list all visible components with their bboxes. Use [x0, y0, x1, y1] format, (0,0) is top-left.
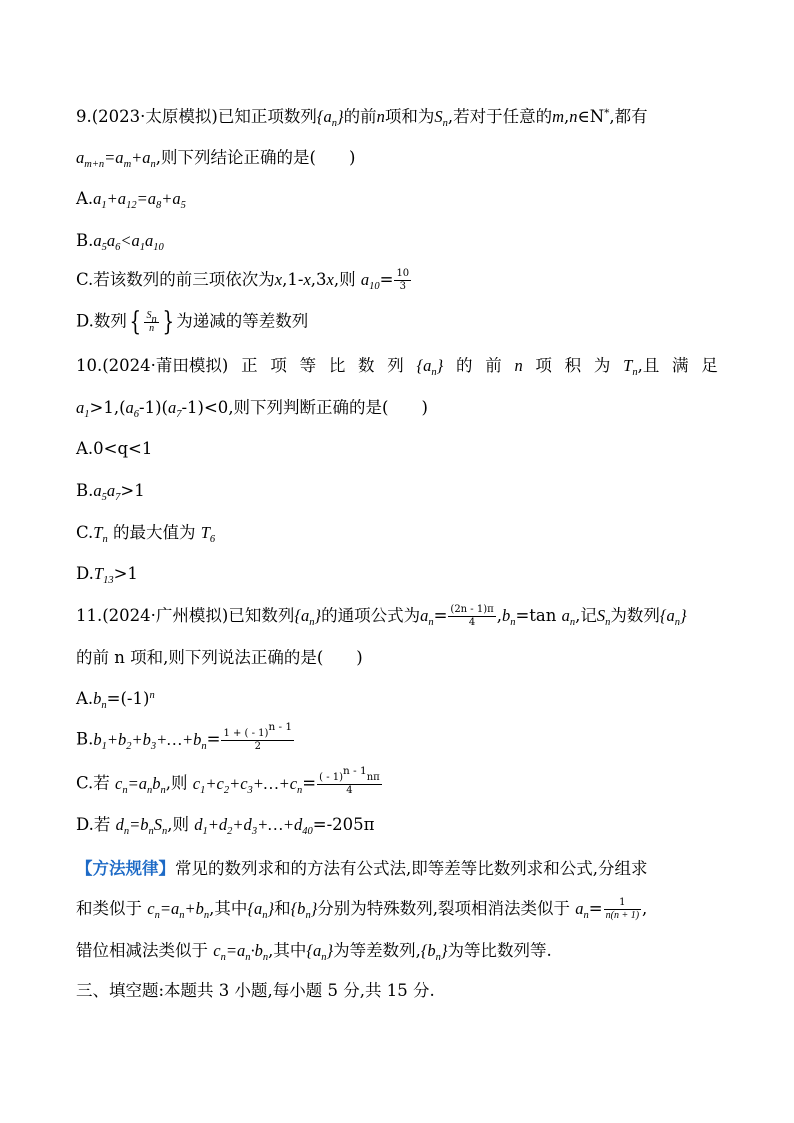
section3-title: 三、填空题:本题共 3 小题,每小题 5 分,共 15 分. [76, 981, 435, 1000]
q9-option-c: C.若该数列的前三项依次为x,1-x,3x,则 $a_{10}=$ $\frac{10}{3}$ [76, 268, 410, 292]
q11-option-a: $A.b_n=(-1)^n$ [76, 689, 155, 711]
q9-option-a: $A.a_1+a_{12}=a_8+a_5$ [76, 189, 186, 211]
q11-option-b: $B.b_1+b_2+b_3+\dots+b_n=$ $\frac{1 + ( - 1)^{n - 1}}{2}$ [76, 721, 293, 752]
q10-option-c: $C.T_n$ 的最大值为 $T_6$ [76, 523, 216, 545]
q9-option-d: D.数列{ $\frac{S_n}{n}$ } 为递减的等差数列 [76, 307, 309, 337]
q9-stem-line2: $a_{m+n}=a_m+a_n$,则下列结论正确的是( ) [76, 148, 356, 170]
q11-stem-line1: 11.(2024·广州模拟)已知数列$\{a_n\}$的通项公式为$a_n=$ $\frac{(2n - 1)\pi}{4}$ $,b_n=\tan$ $a_n$,记$S_n$为数列$\{a_n\}$ [76, 604, 687, 628]
q9-option-b: $B.a_5a_6<a_1a_{10}$ [76, 231, 164, 253]
q11-option-c: C.若 $c_n=a_nb_n$,则 $c_1+c_2+c_3+\dots+c_n=$ $\frac{( - 1)^{n - 1}n\pi}{4}$ [76, 765, 380, 796]
q10-option-b: $B.a_5a_7>1$ [76, 481, 145, 503]
method-line1: 【方法规律】常见的数列求和的方法有公式法,即等差等比数列求和公式,分组求 [76, 859, 648, 878]
q11-stem-line2: 的前 n 项和,则下列说法正确的是( ) [76, 648, 363, 667]
q10-option-a: A.0<q<1 [76, 439, 153, 458]
q9-option-c-fraction: $\frac{10}{3}$ [396, 268, 410, 292]
method-fraction: $\frac{1}{n(n + 1)}$ [605, 897, 640, 921]
q9-stem-line1: 9.(2023·太原模拟)已知正项数列$\{a_n\}$的前n项和为$S_n$,若对于任意的m,n∈N*,都有 [76, 107, 648, 129]
q10-stem-line2: $a_1>1,(a_6-1)(a_7-1)<0$,则下列判断正确的是( ) [76, 398, 428, 420]
method-line3: 错位相减法类似于 $c_n=a_n\cdot b_n$,其中$\{a_n\}$为等差数列$,\{b_n\}$为等比数列等. [76, 941, 552, 963]
q11-option-c-fraction: $\frac{( - 1)^{n - 1}n\pi}{4}$ [319, 765, 380, 796]
q10-option-d: $D.T_{13}>1$ [76, 564, 138, 586]
q11-stem-fraction: $\frac{(2n - 1)\pi}{4}$ [450, 604, 494, 628]
q11-option-b-fraction: $\frac{1 + ( - 1)^{n - 1}}{2}$ [223, 721, 293, 752]
q9-option-d-fraction: $\frac{S_n}{n}$ [146, 309, 157, 334]
q10-stem-line1: 10.(2024·莆田模拟) 正 项 等 比 数 列 $\{a_n\}$ 的 前 n 项 积 为 $T_n$,且 满 足 [76, 356, 718, 378]
method-tag: 【方法规律】 [76, 859, 175, 878]
method-line2: 和类似于 $c_n=a_n+b_n$,其中$\{a_n\}$和$\{b_n\}$分别为特殊数列,裂项相消法类似于 $a_n=$ $\frac{1}{n(n + 1)}$ , [76, 897, 648, 921]
q11-option-d: D.若 $d_n=b_nS_n$,则 $d_1+d_2+d_3+\dots+d_{40}=-205\pi$ [76, 815, 375, 837]
